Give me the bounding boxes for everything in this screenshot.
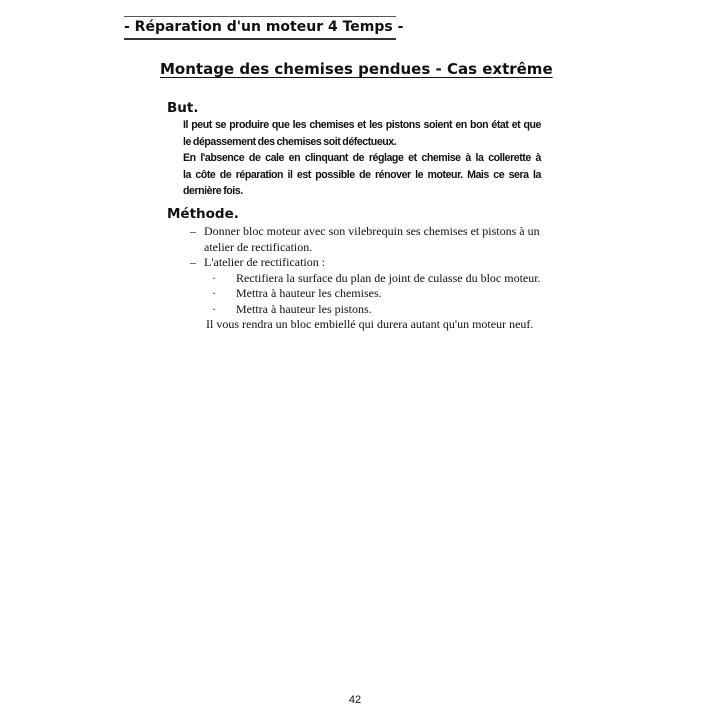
conclusion-text: Il vous rendra un bloc embiellé qui durera autant qu'un moteur neuf.	[206, 317, 534, 331]
but-paragraph	[183, 117, 541, 200]
methode-heading: Méthode.	[167, 206, 239, 222]
but-line: Il peut se produire que les chemises et les pistons soient en bon état et que	[183, 119, 541, 131]
methode-list	[190, 224, 550, 333]
sub-list-item	[190, 302, 550, 318]
chapter-header: - Réparation d'un moteur 4 Temps -	[124, 19, 404, 35]
sub-list-item	[190, 286, 550, 302]
bullet-marker: ·	[212, 301, 216, 316]
list-item	[190, 224, 550, 240]
sub-list-item-text: Mettra à hauteur les chemises.	[236, 286, 382, 300]
but-heading: But.	[167, 100, 199, 116]
but-line: la côte de réparation il est possible de rénover le moteur. Mais ce sera la	[183, 168, 541, 181]
page-number: 42	[348, 694, 362, 706]
dash-marker: –	[190, 255, 196, 269]
bullet-marker: ·	[212, 270, 216, 285]
dash-marker: –	[190, 224, 196, 238]
but-line: En l'absence de cale en clinquant de réglage et chemise à la collerette à	[183, 152, 541, 164]
list-item	[190, 255, 550, 271]
sub-list-item-text: Mettra à hauteur les pistons.	[236, 301, 372, 316]
header-bottom-rule	[124, 38, 396, 40]
sub-list-item-text: Rectifiera la surface du plan de joint de culasse du bloc moteur.	[236, 270, 541, 285]
bullet-marker: ·	[212, 286, 216, 300]
but-line: le dépassement des chemises soit défectueux.	[183, 135, 397, 148]
list-item-text: L'atelier de rectification :	[204, 255, 326, 269]
page-title: Montage des chemises pendues - Cas extrême	[160, 60, 553, 78]
list-item-text: Donner bloc moteur avec son vilebrequin ses chemises et pistons à un	[204, 224, 540, 238]
sub-list-item	[190, 271, 550, 287]
list-item-continuation: atelier de rectification.	[204, 239, 313, 254]
but-line: dernière fois.	[183, 185, 243, 197]
